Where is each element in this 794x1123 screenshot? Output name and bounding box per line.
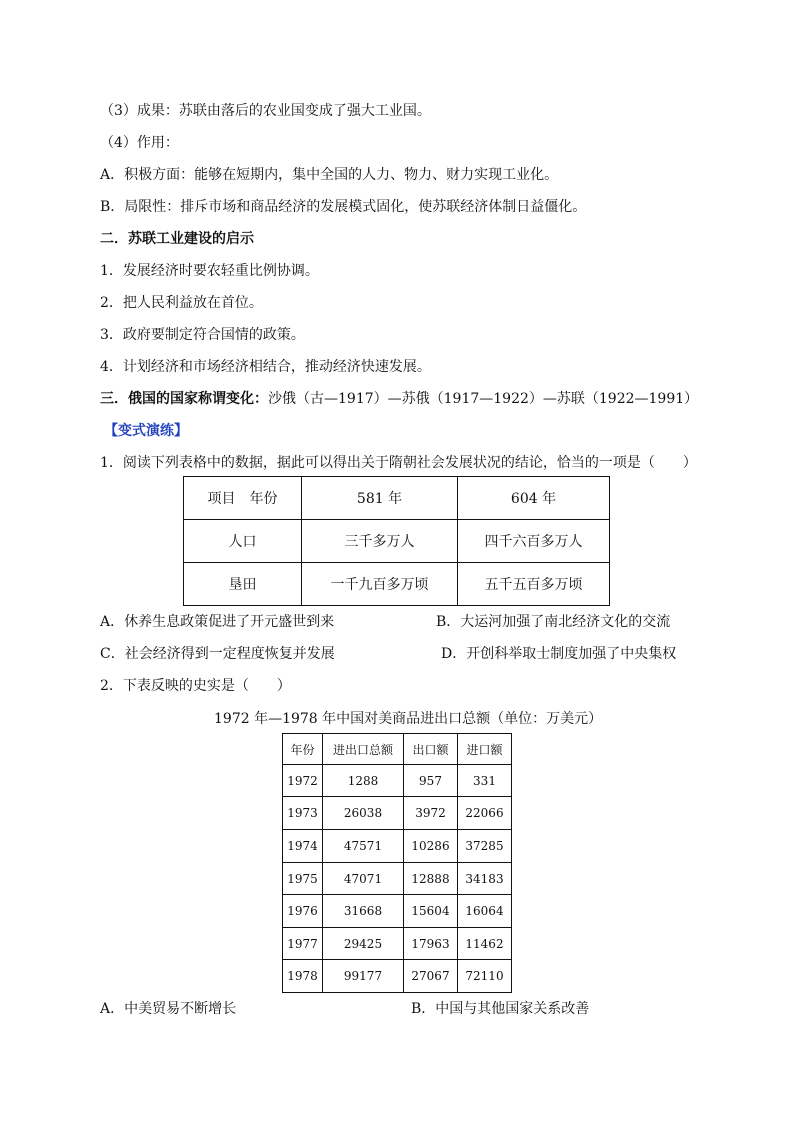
table-row: [283, 797, 512, 830]
question-2-option-a: A．中美贸易不断增长: [100, 1001, 237, 1017]
table-cell: 99177: [323, 960, 404, 993]
table-header-cell: 项目 年份: [184, 477, 302, 520]
question-1-stem: 1．阅读下列表格中的数据，据此可以得出关于隋朝社会发展状况的结论，恰当的一项是（ ）: [100, 455, 697, 471]
table-cell: 1978: [283, 960, 323, 993]
section-heading-3: 三．俄国的国家称谓变化：: [100, 391, 268, 407]
table-cell: 1976: [283, 895, 323, 928]
table-cell: 10286: [404, 830, 458, 863]
section-3-text: 沙俄（古—1917）—苏俄（1917—1922）—苏联（1922—1991）: [268, 391, 699, 407]
text-line-result: （3）成果：苏联由落后的农业国变成了强大工业国。: [100, 103, 431, 119]
table-cell: 27067: [404, 960, 458, 993]
question-2-table: [282, 733, 512, 993]
table-cell: 1975: [283, 863, 323, 895]
table-row: [184, 520, 610, 563]
table-header-cell: 604 年: [458, 477, 610, 520]
table-cell: 3972: [404, 797, 458, 830]
table-cell: 垦田: [184, 563, 302, 606]
table-cell: 47571: [323, 830, 404, 863]
table-cell: 31668: [323, 895, 404, 928]
table-cell: 34183: [458, 863, 512, 895]
table-cell: 1972: [283, 765, 323, 797]
question-2-option-b: B．中国与其他国家关系改善: [411, 1001, 590, 1017]
table-header-cell: 年份: [283, 734, 323, 765]
table-cell: 11462: [458, 928, 512, 960]
table-cell: 12888: [404, 863, 458, 895]
table-cell: 1973: [283, 797, 323, 830]
table-cell: 三千多万人: [302, 520, 458, 563]
section-heading-3-line: [100, 390, 698, 408]
table-row: [283, 960, 512, 993]
table-cell: 四千六百多万人: [458, 520, 610, 563]
question-1-option-c: C．社会经济得到一定程度恢复并发展: [100, 646, 335, 662]
question-2-stem: 2．下表反映的史实是（ ）: [100, 678, 291, 694]
table-header-cell: 进口额: [458, 734, 512, 765]
table-row: [184, 563, 610, 606]
table-cell: 22066: [458, 797, 512, 830]
list-item: 4．计划经济和市场经济相结合，推动经济快速发展。: [100, 359, 431, 375]
table-header-cell: 进出口总额: [323, 734, 404, 765]
table-header-cell: 581 年: [302, 477, 458, 520]
list-item: 3．政府要制定符合国情的政策。: [100, 327, 305, 343]
question-1-option-d: D．开创科举取士制度加强了中央集权: [441, 646, 677, 662]
table-row: [283, 863, 512, 895]
table-cell: 957: [404, 765, 458, 797]
question-1-option-b: B．大运河加强了南北经济文化的交流: [436, 614, 671, 630]
text-line-limitation: B．局限性：排斥市场和商品经济的发展模式固化，使苏联经济体制日益僵化。: [100, 199, 587, 215]
table-cell: 26038: [323, 797, 404, 830]
table-cell: 16064: [458, 895, 512, 928]
text-line-effect: （4）作用：: [100, 135, 179, 151]
section-heading-2: 二．苏联工业建设的启示: [100, 231, 254, 247]
table-header-cell: 出口额: [404, 734, 458, 765]
question-1-table: [183, 476, 610, 606]
table-row: [184, 477, 610, 520]
table-row: [283, 830, 512, 863]
table-cell: 1974: [283, 830, 323, 863]
list-item: 2．把人民利益放在首位。: [100, 295, 263, 311]
table-cell: 47071: [323, 863, 404, 895]
table-row: [283, 928, 512, 960]
table-cell: 37285: [458, 830, 512, 863]
table-row: [283, 765, 512, 797]
table-cell: 五千五百多万顷: [458, 563, 610, 606]
table-cell: 1288: [323, 765, 404, 797]
table-row: [283, 734, 512, 765]
list-item: 1．发展经济时要农轻重比例协调。: [100, 263, 319, 279]
table-cell: 15604: [404, 895, 458, 928]
table-cell: 331: [458, 765, 512, 797]
exercise-heading: 【变式演练】: [104, 423, 188, 439]
question-1-option-a: A．休养生息政策促进了开元盛世到来: [100, 614, 335, 630]
table-row: [283, 895, 512, 928]
table-cell: 1977: [283, 928, 323, 960]
question-2-table-caption: 1972 年—1978 年中国对美商品进出口总额（单位：万美元）: [214, 711, 603, 727]
table-cell: 72110: [458, 960, 512, 993]
table-cell: 17963: [404, 928, 458, 960]
text-line-positive: A．积极方面：能够在短期内，集中全国的人力、物力、财力实现工业化。: [100, 167, 559, 183]
table-cell: 一千九百多万顷: [302, 563, 458, 606]
table-cell: 29425: [323, 928, 404, 960]
table-cell: 人口: [184, 520, 302, 563]
